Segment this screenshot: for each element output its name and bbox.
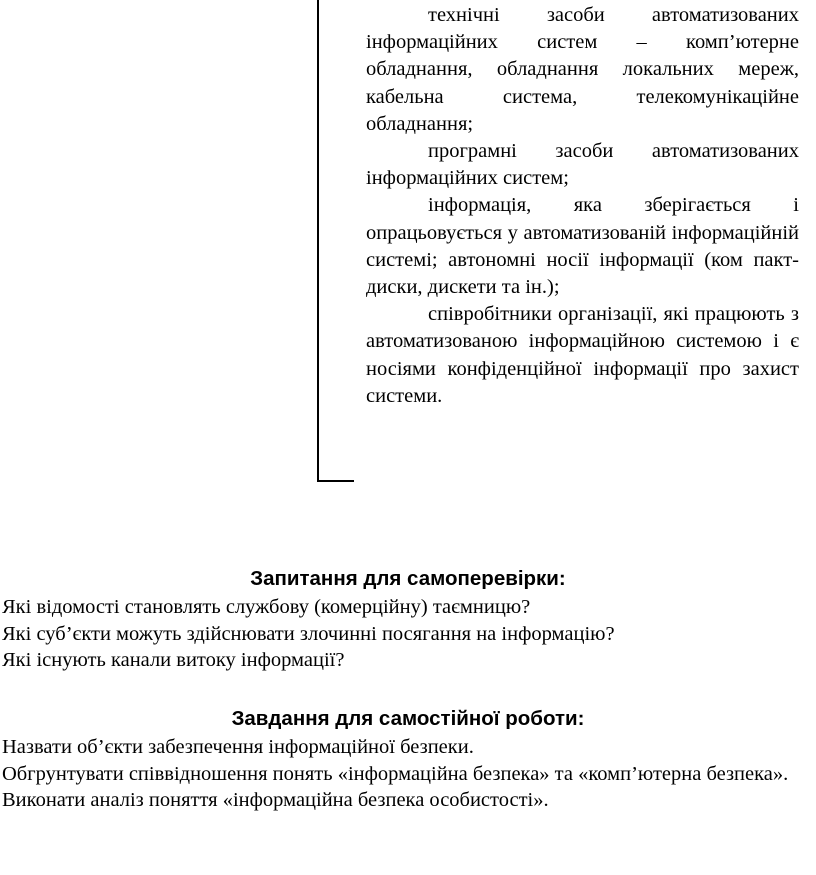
component-item-hardware: технічні засоби автоматизованих інформаційних систем – комп’ютерне обладнання, обладнання локальних мереж, кабельна система, телекомунікаційне обладнання; bbox=[366, 4, 799, 135]
component-item-staff: співробітники організації, які працюють з автоматизованою інформаційною системою і є носіями конфіденційної інформації про захист системи. bbox=[366, 303, 799, 407]
bracket-foot bbox=[317, 480, 354, 482]
task-item: Виконати аналіз поняття «інформаційна безпека особистості». bbox=[2, 789, 549, 811]
self-check-questions bbox=[2, 594, 816, 674]
independent-work-tasks bbox=[2, 734, 816, 814]
question-item: Які суб’єкти можуть здійснювати злочинні посягання на інформацію? bbox=[2, 622, 615, 645]
question-item: Які існують канали витоку інформації? bbox=[2, 649, 345, 671]
independent-work-heading: Завдання для самостійної роботи: bbox=[231, 707, 585, 730]
component-item-software: програмні засоби автоматизованих інформаційних систем; bbox=[366, 140, 799, 190]
self-check-heading: Запитання для самоперевірки: bbox=[250, 567, 566, 590]
bracket-line bbox=[317, 0, 319, 482]
task-item: Обгрунтувати співвідношення понять «інформаційна безпека» та «комп’ютерна безпека». bbox=[2, 762, 789, 785]
question-item: Які відомості становлять службову (комерційну) таємницю? bbox=[2, 596, 531, 618]
component-item-information: інформація, яка зберігається і опрацьовується у автоматизованій інформаційній системі; автономні носії інформації (ком пакт-диски, дискети та ін.); bbox=[366, 194, 799, 299]
task-item: Назвати об’єкти забезпечення інформаційної безпеки. bbox=[2, 736, 474, 758]
components-list bbox=[366, 2, 799, 410]
